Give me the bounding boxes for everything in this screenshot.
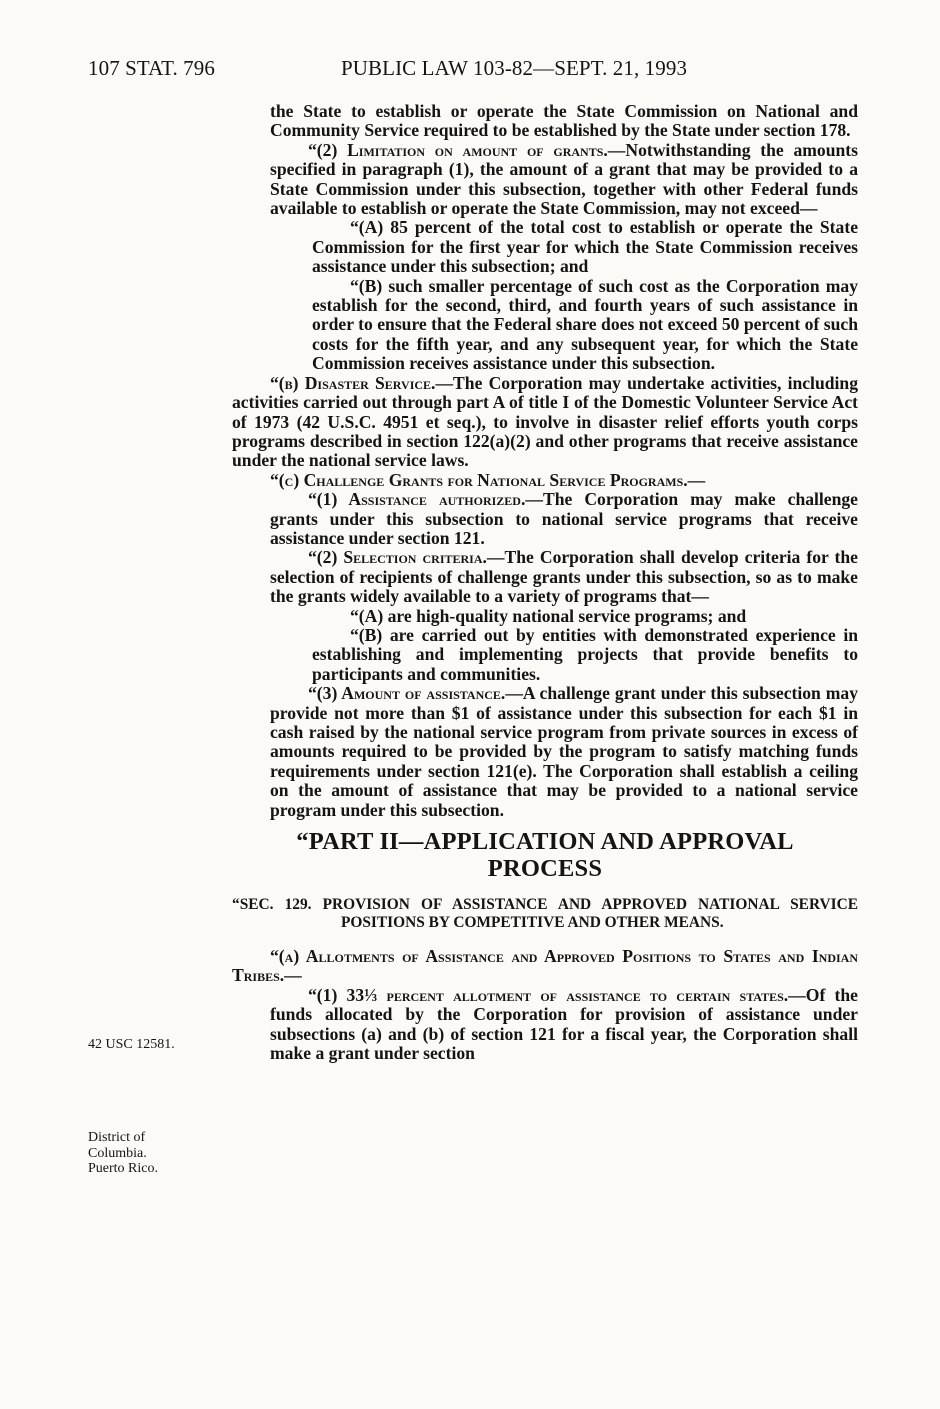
margin-note-line: Puerto Rico. — [88, 1161, 158, 1176]
subparagraph-a: “(A) 85 percent of the total cost to establish or operate the State Commission for the first year for which the State Commission receives assistance under this subsection; and — [312, 217, 858, 277]
subparagraph-a-criteria: “(A) are high-quality national service programs; and — [350, 605, 747, 626]
paragraph-text: —Notwithstanding the amounts specified in paragraph (1), the amount of a grant that may be provided to a State Commission under this subsection, together with other Federal funds available to establish or operate the State Commission, may not exceed— — [270, 139, 858, 219]
paragraph-text: —The Corporation may undertake activities, including activities carried out through part A of title I of the Domestic Volunteer Service Act of 1973 (42 U.S.C. 4951 et seq.), to involve in disaster relief efforts youth corps programs described in section 122(a)(2) and other programs that receive assistance under the national service laws. — [232, 372, 858, 471]
margin-note-line: District of — [88, 1130, 146, 1145]
margin-note-places — [88, 1130, 208, 1177]
paragraph-allotment-certain-states — [270, 986, 858, 1064]
paragraph-heading: “(b) Disaster Service. — [270, 372, 436, 393]
paragraph-heading: “(2) Limitation on amount of grants. — [308, 139, 608, 160]
paragraph-heading: “(3) Amount of assistance. — [308, 683, 506, 704]
paragraph-continuation: the State to establish or operate the State Commission on National and Community Service required to be established by the State under section 178. — [270, 101, 858, 141]
paragraph-text: —The Corporation shall develop criteria for the selection of recipients of challenge grants under this subsection, so as to make the grants widely available to a variety of programs that— — [270, 547, 858, 607]
paragraph-heading: “(1) Assistance authorized. — [308, 489, 526, 510]
subparagraph-b-criteria: “(B) are carried out by entities with demonstrated experience in establishing and implementing projects that provide benefits to participants and communities. — [312, 624, 858, 684]
subparagraph-b: “(B) such smaller percentage of such cost as the Corporation may establish for the second, third, and fourth years of such assistance in order to ensure that the Federal share does not exceed 50 percent of such costs for the fifth year, and any subsequent year, for which the State Commission receives assistance under this subsection. — [312, 275, 858, 374]
subsection-disaster-service — [232, 374, 858, 471]
subsection-allotments — [232, 947, 858, 986]
margin-note-usc: 42 USC 12581. — [88, 1037, 175, 1052]
section-heading: “SEC. 129. PROVISION OF ASSISTANCE AND APPROVED NATIONAL SERVICE POSITIONS BY COMPETITIVE AND OTHER MEANS. — [232, 896, 858, 932]
paragraph-heading: “(2) Selection criteria. — [308, 547, 487, 568]
paragraph-text: —A challenge grant under this subsection may provide not more than $1 of assistance under this subsection for each $1 in cash raised by the national service program from private sources in excess of amounts required to be provided by the program to satisfy matching funds requirements under section 121(e). The Corporation shall establish a ceiling on the amount of assistance that may be provided to a national service program under this subsection. — [270, 683, 858, 820]
paragraph-limitation — [270, 141, 858, 219]
page-citation: 107 STAT. 796 — [88, 56, 215, 80]
paragraph-assistance-authorized — [270, 490, 858, 548]
part-title-line: PROCESS — [487, 855, 603, 883]
paragraph-text: —The Corporation may make challenge grants under this subsection to national service programs that receive assistance under section 121. — [270, 489, 858, 548]
running-header: PUBLIC LAW 103-82—SEPT. 21, 1993 — [341, 56, 688, 80]
paragraph-heading: “(c) Challenge Grants for National Service Programs.— — [270, 469, 706, 490]
text-column — [232, 102, 858, 1063]
subsection-challenge-grants — [232, 471, 858, 490]
part-title-line: “PART II—APPLICATION AND APPROVAL — [296, 828, 794, 856]
paragraph-heading: “(a) Allotments of Assistance and Approved Positions to States and Indian Tribes.— — [232, 946, 858, 986]
paragraph-selection-criteria — [270, 548, 858, 606]
paragraph-heading: “(1) 33⅓ percent allotment of assistance to certain states. — [308, 984, 789, 1005]
part-title — [232, 828, 858, 882]
paragraph-amount-of-assistance — [270, 684, 858, 820]
margin-note-line: Columbia. — [88, 1145, 147, 1161]
paragraph-text: —Of the funds allocated by the Corporation for provision of assistance under subsections (a) and (b) of section 121 for a fiscal year, the Corporation shall make a grant under section — [270, 984, 858, 1064]
